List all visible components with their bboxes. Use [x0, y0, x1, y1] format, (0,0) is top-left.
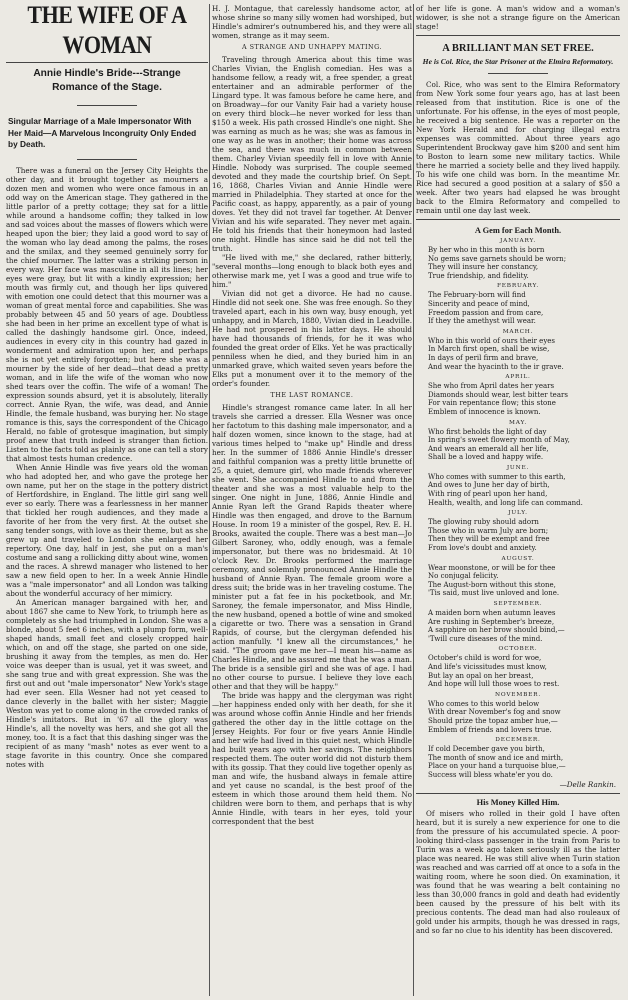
poem-line: A sapphire on her brow should bind,—	[428, 626, 565, 635]
divider	[416, 793, 620, 794]
divider	[77, 159, 137, 160]
poem-line: And owes to June her day of birth,	[428, 481, 550, 490]
poem-title: A Gem for Each Month.	[474, 226, 562, 235]
divider	[77, 105, 137, 106]
divider	[416, 35, 620, 36]
poem-line: Wear moonstone, or will be for thee	[428, 563, 556, 572]
poem-line: If cold December gave you birth,	[428, 745, 545, 754]
poem-line: If they the amethyst will wear.	[428, 317, 536, 326]
column-rule	[209, 4, 210, 996]
poem-month-label: FEBRUARY.	[496, 283, 540, 290]
poem-month-label: JANUARY.	[500, 238, 536, 244]
article-paragraph: There was a funeral on the Jersey City Heights the other day, and it brought together as mourners a dozen men and women who were once famous in an odd way on the American stage. They gathered in the little parlor of a pretty cottage; they sat for a little while around a handsome coffin; they talked in low and sad voices about the masses of flowers which were heaped upon the bier; they laid a good word to say of the woman who lay dead among the palms, the roses and the smilax, and they seemed genuinely sorry for the chief mourner. The latter was a striking person in every way. Her face was masculine in all its lines; her eyes were gray, but lit with a kindly expression; her mouth was firmly cut, and though her lips quivered with emotion one could detect that this mourner was a woman of great mental force and capabilities. She was probably between 45 and 50 years of age. Doubtless she had been in her prime an excellent type of what is called the dashingly handsome girl. Once, indeed, audiences in every city in this country had gazed in wonderment and admiration upon her, and perhaps she is not yet entirely forgotten; but here she was a mourner by the side of her dead—that dead a pretty woman, and in life the wife of the woman who now shed tears over the coffin. The wife of a woman! The expression sounds absurd, yet it is absolutely, literally correct. Annie Ryan, the wife, was dead, and Annie Hindle, the female husband, was burying her. No stage romance is this, says the correspondent of the Chicago Herald, no fable of grotesque imagination, but simply proof anew that truth indeed is stranger than fiction. Listen to the facts told as plainly as one can tell a story that almost tests human credence.	[6, 165, 208, 463]
column-3	[416, 4, 620, 996]
poem-line: Success will bless whate'er you do.	[428, 770, 553, 779]
column-rule	[413, 4, 414, 996]
poem-month-label: NOVEMBER.	[495, 691, 541, 698]
article-deck: Annie Hindle's Bride---Strange Romance of the Stage.	[33, 68, 181, 93]
poem-line: 'Tis said, must live unloved and lone.	[428, 589, 560, 598]
divider	[6, 62, 208, 63]
article-subdeck: Singular Marriage of a Male Impersonator With Her Maid—A Marvelous Incongruity Only Ended by Death.	[8, 116, 197, 149]
poem-month-label: OCTOBER.	[498, 646, 538, 653]
poem-line: In March first open, shall be wise,	[428, 345, 550, 354]
poem-line: A maiden born when autumn leaves	[428, 609, 556, 617]
divider	[488, 73, 548, 74]
article-paragraph: When Annie Hindle was five years old the woman who had adopted her, and who gave the protege her own name, put her on the stage in the pottery district of Hertfordshire, in England. The little girl sang well ever so early. There was a fearlessness in her manner that tickled her rough audiences, and they made a favorite of her from the very first. At the outset she sang tender songs, with love as their theme, but as she grew up and traveled to London she enlarged her repertory. One day, half in jest, she put on a man's costume and sang a rollicking ditty about wine, women and the races. A shrewd manager who listened to her saw a new field open to her. In a week Annie Hindle was a "male impersonator" and all London was talking about the wonderful accuracy of her mimicry.	[6, 462, 208, 598]
article-paragraph: "He lived with me," she declared, rather bitterly, "several months—long enough to black both eyes and otherwise mark me, yet I was a good and true wife to him."	[212, 253, 412, 289]
article-paragraph: The bride was happy and the clergyman was right—her happiness ended only with her death, for she it was around whose coffin Annie Hindle and her friends gathered the other day in the little cottage on the Jersey Heights. For four or five years Annie Hindle and her wife had lived in this quiet nest, which Hindle had built years ago with her savings. The neighbors respected them. The outer world did not disturb them with its gossip. That they could live together openly as man and wife, the husband always in female attire and yet cause no scandal, is the best proof of the esteem in which those around them held them. No children were born to them, and perhaps that is why Annie Hindle, with tears in her eyes, told your correspondent that the best	[212, 691, 412, 826]
poem-line: In spring's sweet flowery month of May,	[428, 436, 570, 445]
article-paragraph: Hindle's strangest romance came later. In all her travels she carried a dresser. Ella Wesner was once her factotum to this dashing male impersonator, and a half dozen women, since known to the stage, had at various times helped to "make up" Hindle and dress her. In the summer of 1886 Annie Hindle's dresser and faithful companion was a pretty little brunette of 25, a quiet, demure girl, who made friends wherever she went. She accompanied Hindle to and from the theater and she was a most valuable help to the singer. One night in June, 1886, Annie Hindle and Annie Ryan left the Grand Rapids theater where Hindle was then engaged, and drove to the Barnum House. In room 19 a minister of the gospel, Rev. E. H. Brooks, awaited the couple. There was a best man—Jo Gilbert Saroney, who, oddly enough, was a female impersonator, but there was no bridesmaid. At 10 o'clock Rev. Dr. Brooks performed the marriage ceremony, and solemnly pronounced Annie Hindle the husband of Annie Ryan. The female groom wore a dress suit; the bride was in her traveling costume. The minister put a fat fee in his pocketbook, and Mr. Saroney, the female impersonator, and Miss Hindle, the new husband, opened a bottle of wine and smoked a cigarette or two. There was a sensation in Grand Rapids, of course, but the clergyman defended his action manfully. "I knew all the circumstances," he said. "The groom gave me her—I mean his—name as Charles Hindle, and he assured me that he was a man. The bride is a sensible girl and she was of age. I had no other course to pursue. I believe they love each other and that they will be happy."	[212, 403, 412, 691]
poem-line: Who comes with summer to this earth,	[428, 472, 566, 481]
newspaper-page	[6, 4, 620, 996]
article-headline: THE WIFE OF A WOMAN	[27, 4, 187, 59]
sidebar-subhead: He is Col. Rice, the Star Prisoner at the Elmira Reformatory.	[422, 57, 614, 66]
sidebar-paragraph: Col. Rice, who was sent to the Elmira Reformatory from New York some four years ago, has at last been released from that institution. Rice is one of the unfortunate. For his offense, in the eyes of most people, he received a big sentence. He was a reporter on the New York Herald and for charging illegal extra expenses was committed. About three years ago Superintendent Brockway gave him $200 and sent him to Boston to learn some new military tactics. While there he married a society belle and they lived happily. To his wife one child was born. In the meantime Mr. Rice had secured a good position at a salary of $50 a week. After two years had elapsed he was brought back to the Elmira Reformatory and compelled to remain until one day last week.	[416, 80, 620, 215]
sidebar-paragraph: Of misers who rolled in their gold I have often heard, but it is surely a new experience for one to die from the pressure of his accumulated specie. A poor-looking third-class passenger in the train from Paris to Turin was a week ago taken seriously ill as the latter place was neared. He was still alive when Turin station was reached and was carried off at once to a sofa in the waiting room, where he soon died. On examination, it was found that he was wearing a belt containing no less than 30,000 francs in gold and death had evidently been caused by the pressure of his belt with its precious contents. The dead man had also rouleaux of gold under his armpits, though he was dressed in rags, and so far no clue to his identity has been discovered.	[416, 808, 620, 935]
poem-line: The month of snow and ice and mirth,	[428, 753, 564, 762]
poem-line: And wears an emerald all her life,	[428, 444, 549, 453]
poem-line: October's child is word for woe,	[428, 654, 542, 663]
poem-month-label: SEPTEMBER.	[493, 601, 543, 607]
poem-line: The glowing ruby should adorn	[428, 518, 539, 527]
article-paragraph: of her life is gone. A man's widow and a woman's widower, is she not a strange figure on the American stage!	[416, 4, 620, 31]
poem-line: The February-born will find	[428, 291, 526, 300]
poem-line: Freedom passion and from care,	[428, 308, 544, 317]
poem-month-label: AUGUST.	[501, 555, 535, 562]
article-paragraph: H. J. Montague, that carelessly handsome actor, at whose shrine so many silly women had worshiped, but Hindle's admirer's outnumbered his, and they were all women, strange as it may seem.	[212, 4, 412, 40]
sidebar-headline: A BRILLIANT MAN SET FREE.	[442, 43, 594, 54]
poem-line: She who from April dates her years	[428, 382, 555, 391]
poem-line: With ring of pearl upon her hand,	[428, 490, 548, 499]
poem-line: Those who in warm July are born;	[428, 526, 549, 535]
poem-line: Should prize the topaz amber hue,—	[428, 716, 558, 725]
poem-line: In days of peril firm and brave,	[428, 353, 539, 362]
column-1	[6, 4, 208, 996]
poem-line: Who in this world of ours their eyes	[428, 336, 556, 345]
poem-line: And life's vicissitudes must know,	[428, 662, 547, 671]
poem-line: Health, wealth, and long life can command.	[428, 498, 583, 507]
poem-line: Emblem of friends and lovers true.	[428, 725, 552, 734]
section-subhead: THE LAST ROMANCE.	[270, 391, 354, 399]
poem-line: No gems save garnets should be worn;	[428, 254, 567, 263]
poem-line: But lay an opal on her breast,	[428, 671, 534, 680]
poem-line: Shall be a loved and happy wife.	[428, 453, 544, 462]
poem-line: Sincerity and peace of mind,	[428, 299, 530, 308]
poem-month-label: MAY.	[508, 419, 527, 426]
column-2	[212, 4, 412, 996]
poem-month-label: APRIL.	[505, 374, 531, 381]
poem-line: With drear November's fog and snow	[428, 708, 561, 717]
poem-line: Emblem of innocence is known.	[428, 407, 541, 416]
poem-line: Place on your hand a turquoise blue,—	[428, 762, 566, 771]
poem-line: 'Twill cure diseases of the mind.	[428, 634, 543, 643]
poem-line: Are rushing in September's breeze,	[428, 617, 555, 626]
article-paragraph: An American manager bargained with her, and about 1867 she came to New York, to triumph here as completely as she had triumphed in London. She was a blonde, about 5 feet 6 inches, with a plump form, well-shaped hands, small feet and closely cropped hair which, on and off the stage, she parted on one side, brushing it away from the temples, as men do. Her voice was deeper than is usual, yet it was sweet, and she sang true and with great expression. She was the first out and out "male impersonator" New York's stage had ever seen. Ella Wesner had not yet ceased to dance cleverly in the ballet with her sister; Maggie Weston was yet to come along in the crowded ranks of Hindle's imitators. But in '67 all the glory was Hindle's, all the novelty was hers, and she got all the money, too. It is a fact that this dashing singer was the recipient of as many "mash" notes as ever went to a stage favorite in this country. Once she compared notes with	[6, 597, 208, 769]
poem-month-label: JULY.	[508, 510, 528, 517]
poem-line: And wear the hyacinth to the ir grave.	[428, 362, 564, 371]
poem-line: For vain repentance flow; this stone	[428, 399, 556, 408]
poem-line: And hope will lull those woes to rest.	[428, 680, 560, 689]
poem-line: True friendship, and fidelity.	[428, 271, 529, 280]
poem-line: Diamonds should wear, lest bitter tears	[428, 390, 568, 399]
poem-line: Who first beholds the light of day	[428, 427, 547, 436]
poem-month-label: JUNE.	[506, 464, 530, 471]
article-paragraph: Traveling through America about this time was Charles Vivian, the English comedian. Hes was a handsome fellow, a ready wit, a free spender, a great entertainer and an admirable performer of the Lingard type. It was famous before he came here, and on Broadway—for our Vanity Fair had a variety house on every third block—he never worked for less than $150 a week. His path crossed Hindle's one night. She was earning as much as he was; she was as famous in one way as he was in another; their home was across the sea, and there was much in common between them. Charley Vivian speedily fell in love with Annie Hindle. Nobody was surprised. The couple seemed devoted and they made the courtship brief. On Sept. 16, 1868, Charles Vivian and Annie Hindle were married in Philadelphia. They started at once for the Pacific coast, as happy, apparently, as a pair of young doves. Yet they did not travel far together. At Denver Vivian and his wife separated. They never met again. He told his friends that their honeymoon had lasted one night. Hindle has since said he did not tell the truth.	[212, 55, 412, 253]
section-subhead: A STRANGE AND UNHAPPY MATING.	[241, 43, 383, 51]
poem-line: Then they will be exempt and free	[428, 535, 550, 544]
poem-line: They will insure her constancy,	[428, 263, 539, 272]
poem-line: The August-born without this stone,	[428, 580, 556, 589]
sidebar-headline: His Money Killed Him.	[476, 797, 560, 807]
divider	[416, 219, 620, 220]
poem-line: No conjugal felicity.	[428, 572, 499, 581]
article-paragraph: Vivian did not get a divorce. He had no cause. Hindle did not seek one. She was free enough. So they traveled apart, each in his own way, busy enough, yet unhappy, and in March, 1880, Vivian died in Leadville. He had not prospered in his latter days. He should have had thousands of friends, for he it was who founded the great order of Elks. Yet he was practically penniless when he died, and they buried him in an unmarked grave, which waited seven years before the Elks put a monument over it to the memory of the order's founder.	[212, 289, 412, 388]
poem-line: Who comes to this world below	[428, 699, 540, 708]
poem-signature: —Delle Rankin.	[559, 779, 616, 789]
poem-line: From love's doubt and anxiety.	[428, 544, 537, 553]
poem-line: By her who in this month is born	[428, 246, 545, 254]
poem-month-label: MARCH.	[502, 328, 534, 335]
poem-month-label: DECEMBER.	[495, 737, 541, 744]
poem-body	[416, 238, 620, 780]
